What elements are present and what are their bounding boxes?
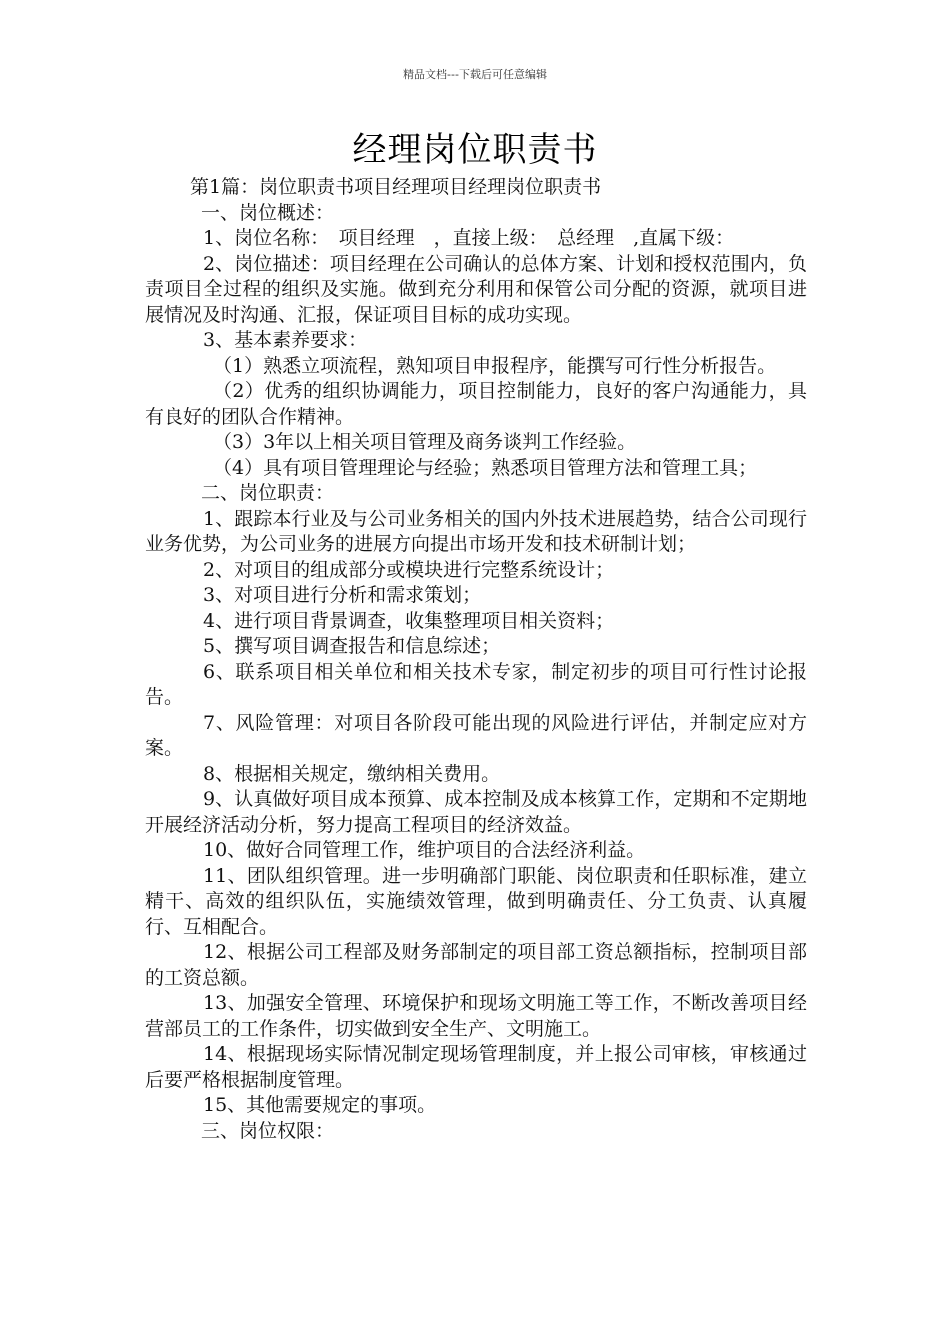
body-paragraph: 一、岗位概述： [201,201,335,224]
body-paragraph: 1、岗位名称： 项目经理 ，直接上级： 总经理 ,直属下级： [203,227,735,249]
body-paragraph: 10、做好合同管理工作，维护项目的合法经济利益。 [203,839,646,861]
body-paragraph: 2、岗位描述：项目经理在公司确认的总体方案、计划和授权范围内，负责项目全过程的组织及实施。做到充分利用和保管公司分配的资源，就项目进展情况及时沟通、汇报，保证项目目标的成功实现。 [145,252,807,326]
body-paragraph: 8、根据相关规定，缴纳相关费用。 [203,762,501,785]
body-paragraph: 5、撰写项目调查报告和信息综述； [203,635,501,657]
body-paragraph: 11、团队组织管理。进一步明确部门职能、岗位职责和任职标准，建立精干、高效的组织队伍，实施绩效管理，做到明确责任、分工负责、认真履行、互相配合。 [145,864,807,938]
body-paragraph: 2、对项目的组成部分或模块进行完整系统设计； [203,558,615,581]
body-paragraph: （3）3年以上相关项目管理及商务谈判工作经验。 [213,431,637,453]
body-paragraph: 7、风险管理：对项目各阶段可能出现的风险进行评估，并制定应对方案。 [145,711,807,759]
document-title: 经理岗位职责书 [352,130,598,170]
header-note: 精品文档---下载后可任意编辑 [403,68,547,81]
body-paragraph: 1、跟踪本行业及与公司业务相关的国内外技术进展趋势，结合公司现行业务优势，为公司业务的进展方向提出市场开发和技术研制计划； [145,507,807,555]
body-paragraph: 3、对项目进行分析和需求策划； [203,584,482,606]
body-paragraph: 4、进行项目背景调查，收集整理项目相关资料； [203,609,615,632]
document-body [145,175,807,1144]
body-paragraph: 13、加强安全管理、环境保护和现场文明施工等工作，不断改善项目经营部员工的工作条件，切实做到安全生产、文明施工。 [145,992,807,1040]
body-paragraph: 12、根据公司工程部及财务部制定的项目部工资总额指标，控制项目部的工资总额。 [145,941,807,989]
body-paragraph: 14、根据现场实际情况制定现场管理制度，并上报公司审核，审核通过后要严格根据制度管理。 [145,1043,807,1091]
body-paragraph: （1）熟悉立项流程，熟知项目申报程序，能撰写可行性分析报告。 [213,354,777,377]
body-paragraph: （4）具有项目管理理论与经验；熟悉项目管理方法和管理工具； [213,456,758,479]
body-paragraph: 第1篇：岗位职责书项目经理项目经理岗位职责书 [190,176,602,198]
body-paragraph: 6、联系项目相关单位和相关技术专家，制定初步的项目可行性讨论报告。 [145,660,807,708]
body-paragraph: 三、岗位权限： [201,1119,335,1142]
body-paragraph: 15、其他需要规定的事项。 [203,1094,437,1116]
body-paragraph: 9、认真做好项目成本预算、成本控制及成本核算工作，定期和不定期地开展经济活动分析，努力提高工程项目的经济效益。 [145,788,807,836]
body-paragraph: 3、基本素养要求： [203,329,368,351]
body-paragraph: （2）优秀的组织协调能力，项目控制能力，良好的客户沟通能力，具有良好的团队合作精神。 [145,380,807,428]
body-paragraph: 二、岗位职责： [201,482,335,504]
